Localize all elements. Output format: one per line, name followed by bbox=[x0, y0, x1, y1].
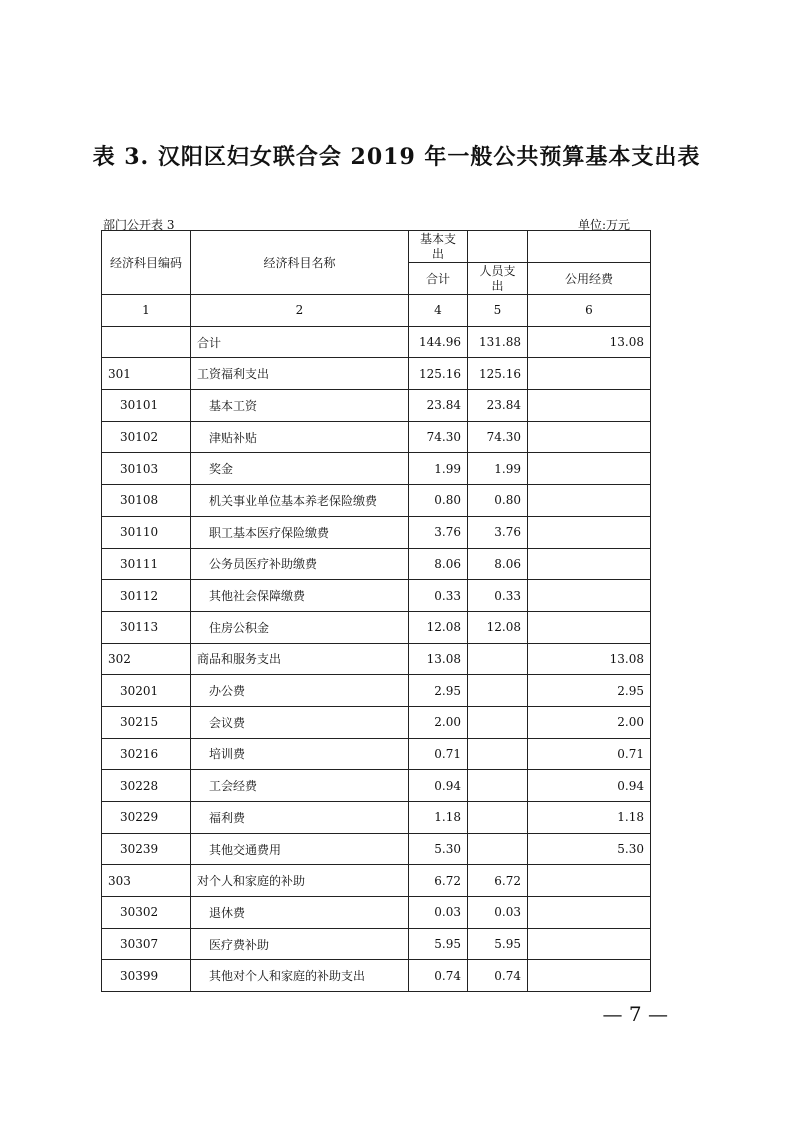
row-public: 2.00 bbox=[528, 706, 651, 738]
row-code: 30110 bbox=[102, 516, 191, 548]
row-code: 30201 bbox=[102, 675, 191, 707]
row-code: 30111 bbox=[102, 548, 191, 580]
table-label: 部门公开表 3 bbox=[103, 218, 175, 232]
row-code: 301 bbox=[102, 358, 191, 390]
row-code: 302 bbox=[102, 643, 191, 675]
row-name: 培训费 bbox=[191, 738, 409, 770]
row-name: 退休费 bbox=[191, 897, 409, 929]
row-total: 74.30 bbox=[409, 421, 468, 453]
row-public: 2.95 bbox=[528, 675, 651, 707]
row-name: 基本工资 bbox=[191, 390, 409, 422]
row-total: 13.08 bbox=[409, 643, 468, 675]
table-row bbox=[102, 706, 651, 738]
row-public bbox=[528, 580, 651, 612]
table-row bbox=[102, 960, 651, 992]
table-row bbox=[102, 421, 651, 453]
page-number: — 7 — bbox=[602, 1002, 668, 1026]
row-personnel bbox=[468, 706, 528, 738]
row-personnel: 0.74 bbox=[468, 960, 528, 992]
row-total: 0.80 bbox=[409, 485, 468, 517]
unit-label: 单位:万元 bbox=[577, 218, 630, 232]
header-empty-2 bbox=[528, 231, 651, 263]
row-name: 机关事业单位基本养老保险缴费 bbox=[191, 485, 409, 517]
row-personnel: 1.99 bbox=[468, 453, 528, 485]
header-total: 合计 bbox=[409, 263, 468, 295]
row-total: 0.74 bbox=[409, 960, 468, 992]
table-row bbox=[102, 390, 651, 422]
row-code: 30229 bbox=[102, 802, 191, 834]
row-name: 住房公积金 bbox=[191, 611, 409, 643]
row-public bbox=[528, 928, 651, 960]
row-name: 奖金 bbox=[191, 453, 409, 485]
row-name: 津贴补贴 bbox=[191, 421, 409, 453]
row-public: 5.30 bbox=[528, 833, 651, 865]
row-personnel bbox=[468, 770, 528, 802]
header-public: 公用经费 bbox=[528, 263, 651, 295]
row-public bbox=[528, 865, 651, 897]
row-total: 23.84 bbox=[409, 390, 468, 422]
row-personnel bbox=[468, 738, 528, 770]
row-personnel: 125.16 bbox=[468, 358, 528, 390]
page-title: 表 3. 汉阳区妇女联合会 2019 年一般公共预算基本支出表 bbox=[92, 144, 701, 170]
row-public: 1.18 bbox=[528, 802, 651, 834]
row-name: 其他对个人和家庭的补助支出 bbox=[191, 960, 409, 992]
table-row bbox=[102, 928, 651, 960]
row-code: 30215 bbox=[102, 706, 191, 738]
row-personnel: 0.80 bbox=[468, 485, 528, 517]
table-row bbox=[102, 802, 651, 834]
table-row bbox=[102, 833, 651, 865]
row-personnel: 23.84 bbox=[468, 390, 528, 422]
row-total: 1.18 bbox=[409, 802, 468, 834]
row-name: 办公费 bbox=[191, 675, 409, 707]
row-public: 13.08 bbox=[528, 643, 651, 675]
row-total: 5.30 bbox=[409, 833, 468, 865]
row-personnel bbox=[468, 675, 528, 707]
row-public bbox=[528, 485, 651, 517]
row-total: 0.33 bbox=[409, 580, 468, 612]
table-body bbox=[102, 231, 651, 992]
row-code: 30302 bbox=[102, 897, 191, 929]
index-public: 6 bbox=[528, 295, 651, 327]
row-code: 30101 bbox=[102, 390, 191, 422]
row-name: 其他交通费用 bbox=[191, 833, 409, 865]
row-total: 0.94 bbox=[409, 770, 468, 802]
index-row bbox=[102, 295, 651, 327]
table-row bbox=[102, 770, 651, 802]
row-total: 2.00 bbox=[409, 706, 468, 738]
table-row bbox=[102, 485, 651, 517]
table-row bbox=[102, 453, 651, 485]
row-total: 0.71 bbox=[409, 738, 468, 770]
row-name: 公务员医疗补助缴费 bbox=[191, 548, 409, 580]
row-public bbox=[528, 421, 651, 453]
row-total: 2.95 bbox=[409, 675, 468, 707]
header-basic: 基本支出 bbox=[409, 231, 468, 263]
row-total: 12.08 bbox=[409, 611, 468, 643]
header-personnel: 人员支出 bbox=[468, 263, 528, 295]
row-code: 30228 bbox=[102, 770, 191, 802]
row-public bbox=[528, 611, 651, 643]
index-total: 4 bbox=[409, 295, 468, 327]
row-personnel bbox=[468, 833, 528, 865]
table-row bbox=[102, 580, 651, 612]
table-row bbox=[102, 548, 651, 580]
row-total: 6.72 bbox=[409, 865, 468, 897]
row-code: 30103 bbox=[102, 453, 191, 485]
row-total: 5.95 bbox=[409, 928, 468, 960]
row-code: 30216 bbox=[102, 738, 191, 770]
row-public: 13.08 bbox=[528, 326, 651, 358]
row-name: 工资福利支出 bbox=[191, 358, 409, 390]
row-total: 0.03 bbox=[409, 897, 468, 929]
table-row bbox=[102, 675, 651, 707]
row-name: 工会经费 bbox=[191, 770, 409, 802]
row-code bbox=[102, 326, 191, 358]
table-row bbox=[102, 897, 651, 929]
table-row bbox=[102, 611, 651, 643]
row-personnel: 0.33 bbox=[468, 580, 528, 612]
row-name: 合计 bbox=[191, 326, 409, 358]
row-total: 8.06 bbox=[409, 548, 468, 580]
row-personnel: 131.88 bbox=[468, 326, 528, 358]
row-code: 30307 bbox=[102, 928, 191, 960]
header-row-1 bbox=[102, 231, 651, 263]
row-public: 0.71 bbox=[528, 738, 651, 770]
row-total: 1.99 bbox=[409, 453, 468, 485]
header-code: 经济科目编码 bbox=[102, 231, 191, 295]
row-personnel bbox=[468, 802, 528, 834]
row-public bbox=[528, 453, 651, 485]
header-name: 经济科目名称 bbox=[191, 231, 409, 295]
row-public bbox=[528, 516, 651, 548]
table-row bbox=[102, 738, 651, 770]
header-empty-1 bbox=[468, 231, 528, 263]
row-name: 商品和服务支出 bbox=[191, 643, 409, 675]
row-personnel bbox=[468, 643, 528, 675]
row-code: 30112 bbox=[102, 580, 191, 612]
row-public bbox=[528, 358, 651, 390]
row-name: 其他社会保障缴费 bbox=[191, 580, 409, 612]
row-total: 125.16 bbox=[409, 358, 468, 390]
row-public bbox=[528, 548, 651, 580]
row-name: 职工基本医疗保险缴费 bbox=[191, 516, 409, 548]
table-row bbox=[102, 643, 651, 675]
row-code: 30113 bbox=[102, 611, 191, 643]
table-row bbox=[102, 358, 651, 390]
row-personnel: 5.95 bbox=[468, 928, 528, 960]
row-code: 303 bbox=[102, 865, 191, 897]
row-name: 对个人和家庭的补助 bbox=[191, 865, 409, 897]
index-name: 2 bbox=[191, 295, 409, 327]
budget-table bbox=[101, 230, 651, 992]
row-name: 福利费 bbox=[191, 802, 409, 834]
index-personnel: 5 bbox=[468, 295, 528, 327]
index-code: 1 bbox=[102, 295, 191, 327]
row-code: 30239 bbox=[102, 833, 191, 865]
row-code: 30399 bbox=[102, 960, 191, 992]
row-total: 3.76 bbox=[409, 516, 468, 548]
row-personnel: 6.72 bbox=[468, 865, 528, 897]
row-personnel: 74.30 bbox=[468, 421, 528, 453]
table-row bbox=[102, 516, 651, 548]
row-public bbox=[528, 897, 651, 929]
row-name: 医疗费补助 bbox=[191, 928, 409, 960]
row-personnel: 0.03 bbox=[468, 897, 528, 929]
row-total: 144.96 bbox=[409, 326, 468, 358]
row-name: 会议费 bbox=[191, 706, 409, 738]
row-public bbox=[528, 390, 651, 422]
row-code: 30108 bbox=[102, 485, 191, 517]
row-personnel: 3.76 bbox=[468, 516, 528, 548]
row-public bbox=[528, 960, 651, 992]
table-row bbox=[102, 326, 651, 358]
row-personnel: 12.08 bbox=[468, 611, 528, 643]
row-personnel: 8.06 bbox=[468, 548, 528, 580]
table-row bbox=[102, 865, 651, 897]
row-public: 0.94 bbox=[528, 770, 651, 802]
row-code: 30102 bbox=[102, 421, 191, 453]
